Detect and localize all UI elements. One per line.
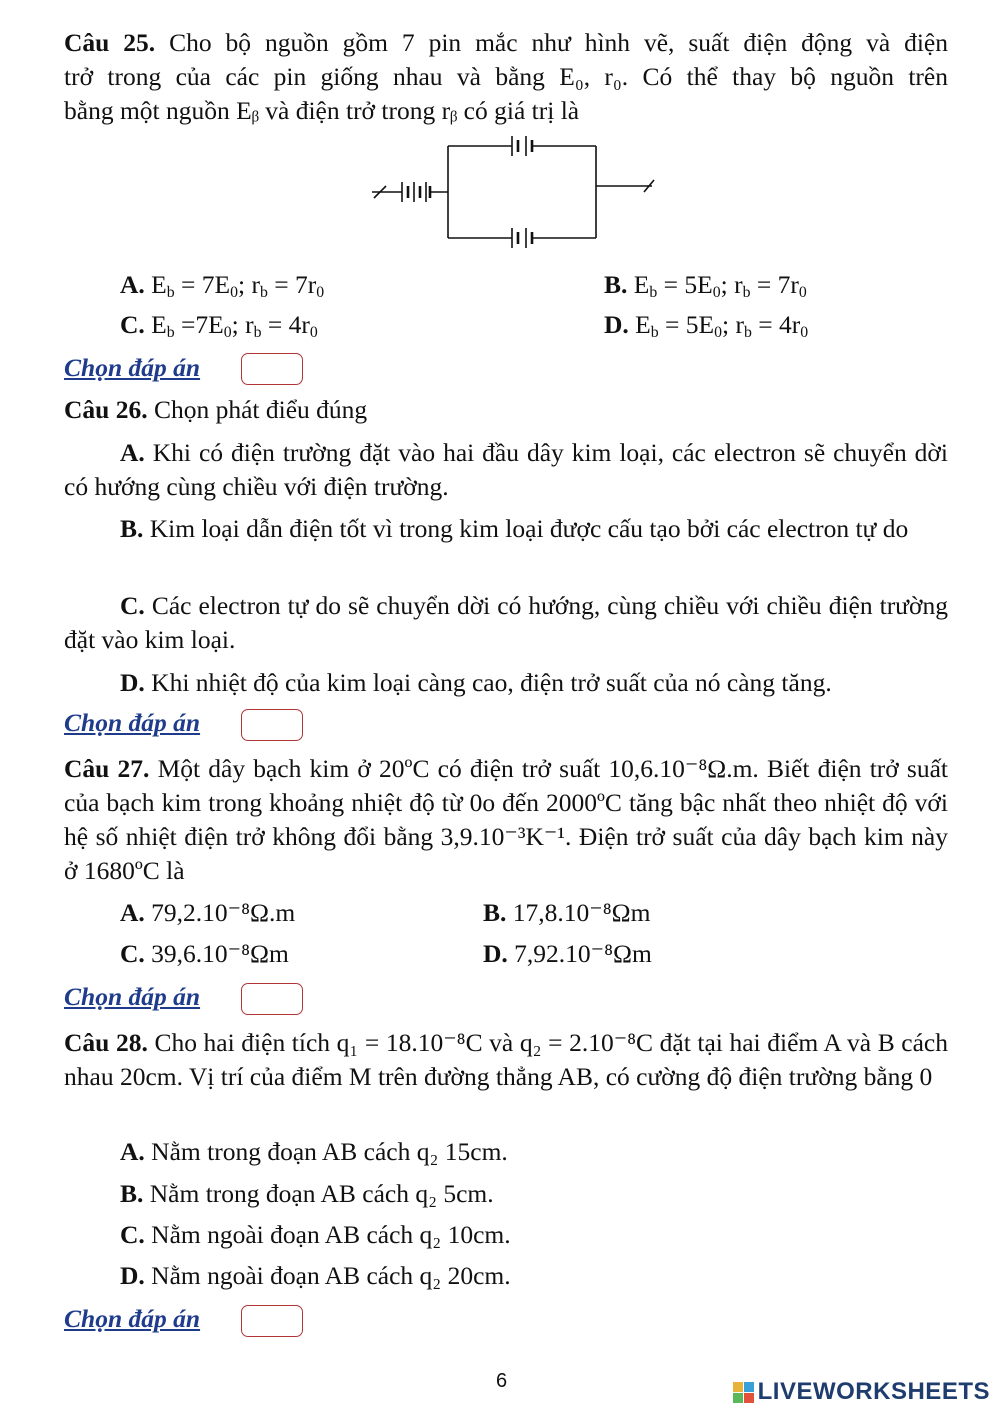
q27-number: Câu 27. xyxy=(64,754,150,783)
q26-answer-prompt: Chọn đáp án xyxy=(64,708,201,737)
q25-option-a: A. $E_b = 7E_0$; $r_b = 7r_0$ xyxy=(120,270,325,301)
q28-stem: Câu 28. Cho hai điện tích q₁ = 18.10⁻⁸C và q₂ = 2.10⁻⁸C đặt tại hai điểm A và B cách nhau 20cm. Vị trí của điểm M trên đường thẳng AB, có cường độ điện trường bằng 0 xyxy=(64,1028,949,1091)
q28-option-d: D. Nằm ngoài đoạn AB cách q₂ 20cm. xyxy=(120,1261,511,1290)
brand-logo[interactable] xyxy=(733,1378,990,1406)
q25-answer-box[interactable] xyxy=(241,353,303,385)
brand-name: LIVEWORKSHEETS xyxy=(757,1378,990,1405)
q28-option-a: A. Nằm trong đoạn AB cách q₂ 15cm. xyxy=(120,1137,508,1166)
page-number: 6 xyxy=(496,1370,508,1392)
q25-answer-prompt: Chọn đáp án xyxy=(64,353,201,382)
q26-option-b: B. Kim loại dẫn điện tốt vì trong kim loại được cấu tạo bởi các electron tự do xyxy=(120,514,909,543)
q25-number: Câu 25. xyxy=(64,28,156,57)
battery-circuit-diagram xyxy=(360,130,670,250)
q27-option-c: C. 39,6.10⁻⁸Ωm xyxy=(120,939,289,968)
q28-answer-prompt: Chọn đáp án xyxy=(64,1304,201,1333)
q27-stem: Câu 27. Một dây bạch kim ở 20ºC có điện trở suất 10,6.10⁻⁸Ω.m. Biết điện trở suất của bạch kim trong khoảng nhiệt độ từ 0o đến 2000ºC tăng bậc nhất theo nhiệt độ với hệ số nhiệt điện trở không đổi bằng 3,9.10⁻³K⁻¹. Điện trở suất của dây bạch kim này ở 1680ºC là xyxy=(64,754,949,885)
q28-option-b: B. Nằm trong đoạn AB cách q₂ 5cm. xyxy=(120,1179,494,1208)
q25-line3: bằng một nguồn Eᵦ và điện trở trong rᵦ có giá trị là xyxy=(64,96,580,125)
q26-option-d: D. Khi nhiệt độ của kim loại càng cao, điện trở suất của nó càng tăng. xyxy=(120,668,832,697)
q26-option-a: A. Khi có điện trường đặt vào hai đầu dây kim loại, các electron sẽ chuyển dời có hướng cùng chiều với điện trường. xyxy=(64,438,949,501)
bottom-branch-cell xyxy=(512,228,532,248)
q26-option-c: C. Các electron tự do sẽ chuyển dời có hướng, cùng chiều với chiều điện trường đặt vào kim loại. xyxy=(64,591,948,654)
q27-answer-box[interactable] xyxy=(241,983,303,1015)
q26-stem: Câu 26. Chọn phát điểu đúng xyxy=(64,395,368,424)
q27-answer-prompt: Chọn đáp án xyxy=(64,982,201,1011)
q25-line1: Câu 25. Cho bộ nguồn gồm 7 pin mắc như hình vẽ, suất điện động và điện xyxy=(64,28,949,57)
q27-option-a: A. 79,2.10⁻⁸Ω.m xyxy=(120,898,296,927)
q25-option-d: D. $E_b = 5E_0$; $r_b = 4r_0$ xyxy=(604,310,809,341)
q25-option-b: B. $E_b = 5E_0$; $r_b = 7r_0$ xyxy=(604,270,807,301)
liveworksheets-icon xyxy=(733,1382,754,1403)
q27-option-d: D. 7,92.10⁻⁸Ωm xyxy=(483,939,652,968)
q26-answer-box[interactable] xyxy=(241,709,303,741)
q25-line2: trở trong của các pin giống nhau và bằng E₀, r₀. Có thể thay bộ nguồn trên xyxy=(64,62,948,91)
series-battery-cells xyxy=(402,182,430,202)
top-branch-cell xyxy=(512,136,532,156)
q26-number: Câu 26. xyxy=(64,395,148,424)
q25-option-c: C. $E_b =7E_0$; $r_b = 4r_0$ xyxy=(120,310,318,341)
q28-option-c: C. Nằm ngoài đoạn AB cách q₂ 10cm. xyxy=(120,1220,511,1249)
q28-answer-box[interactable] xyxy=(241,1305,303,1337)
q27-option-b: B. 17,8.10⁻⁸Ωm xyxy=(483,898,651,927)
q28-number: Câu 28. xyxy=(64,1028,148,1057)
